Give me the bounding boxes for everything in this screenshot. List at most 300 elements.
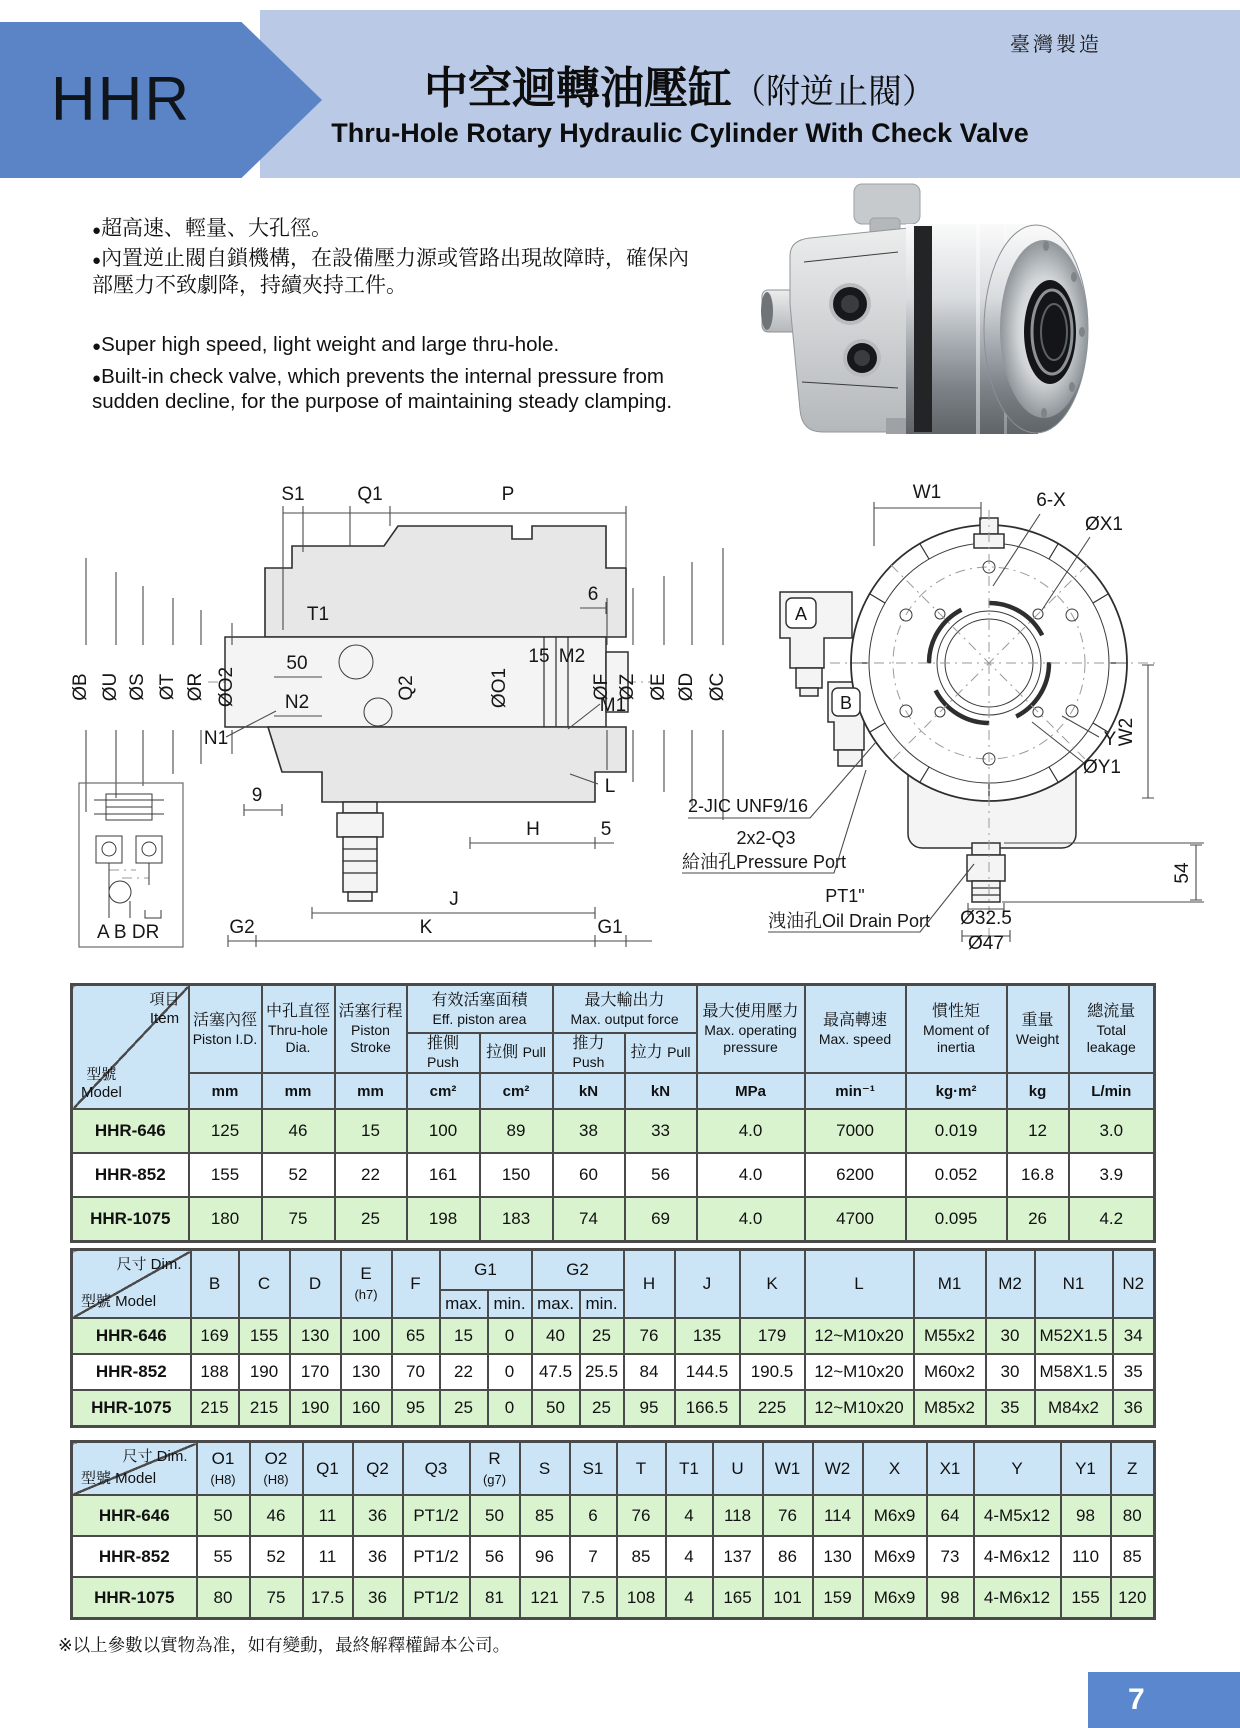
row-model: HHR-1075 [72, 1390, 191, 1427]
row-model: HHR-852 [72, 1536, 197, 1577]
unit-cell: cm² [407, 1073, 480, 1109]
row-value: 0.095 [906, 1197, 1007, 1242]
row-value: 0.019 [906, 1109, 1007, 1153]
dim-label: 15 [528, 646, 550, 667]
row-value: 161 [407, 1153, 480, 1197]
col-group-header: 有效活塞面積 Eff. piston area [407, 985, 553, 1034]
title-paren: （附逆止閥） [732, 73, 936, 111]
row-value: 50 [197, 1495, 250, 1536]
dim-table-1-body [72, 1318, 1155, 1427]
row-value: 86 [763, 1536, 813, 1577]
row-value: 155 [239, 1318, 290, 1354]
row-value: 15 [440, 1318, 488, 1354]
row-value: 130 [290, 1318, 341, 1354]
row-value: 74 [553, 1197, 625, 1242]
row-value: 96 [520, 1536, 570, 1577]
row-value: 12~M10x20 [805, 1354, 914, 1390]
bullet-icon: ● [92, 337, 102, 355]
col-header: J [675, 1250, 740, 1319]
row-value: 183 [480, 1197, 553, 1242]
row-value: 3.9 [1069, 1153, 1155, 1197]
col-header: O1 (H8) [197, 1442, 250, 1496]
col-header: W1 [763, 1442, 813, 1496]
table-row [72, 1495, 1155, 1536]
col-header: Q1 [303, 1442, 353, 1496]
row-value: M6x9 [863, 1495, 927, 1536]
row-value: M52X1.5 [1035, 1318, 1113, 1354]
row-value: 6 [570, 1495, 617, 1536]
row-value: 36 [353, 1536, 403, 1577]
col-header: 最大使用壓力 Max. operating pressure [697, 985, 805, 1074]
row-value: 25 [580, 1318, 624, 1354]
row-value: 4 [666, 1536, 713, 1577]
row-value: 150 [480, 1153, 553, 1197]
bullet-icon: ● [92, 252, 102, 270]
dim-label: ØZ [617, 673, 638, 701]
dim-label: 54 [1172, 862, 1193, 884]
dim-label: M1 [599, 695, 627, 716]
col-group-header: G1 [440, 1250, 532, 1291]
table-row [72, 1197, 1155, 1242]
row-value: 25 [440, 1390, 488, 1427]
subcol-header: min. [488, 1290, 532, 1318]
col-header: L [805, 1250, 914, 1319]
dim-label: Ø47 [968, 933, 1004, 954]
valve-port-labels: A B DR [97, 922, 160, 943]
dim-label: M2 [558, 646, 586, 667]
row-value: 75 [262, 1197, 335, 1242]
row-value: 76 [624, 1318, 675, 1354]
row-model: HHR-646 [72, 1109, 189, 1153]
row-value: 4-M5x12 [974, 1495, 1061, 1536]
table-row [72, 1153, 1155, 1197]
row-value: 169 [191, 1318, 239, 1354]
unit-cell: mm [335, 1073, 407, 1109]
dim-label: N1 [203, 728, 229, 749]
feature-text: Built-in check valve, which prevents the internal pressure from sudden decline, for the purpose of maintaining steady clamping. [92, 365, 673, 413]
footnote: ※以上參數以實物為准，如有變動，最終解釋權歸本公司。 [58, 1635, 511, 1655]
row-value: 46 [250, 1495, 303, 1536]
product-photo [758, 182, 1088, 434]
row-value: M58X1.5 [1035, 1354, 1113, 1390]
dim-label: ØU [100, 672, 121, 702]
col-header: O2 (H8) [250, 1442, 303, 1496]
row-value: 4 [666, 1495, 713, 1536]
row-value: 16.8 [1007, 1153, 1069, 1197]
row-value: M55x2 [914, 1318, 986, 1354]
row-value: 160 [341, 1390, 392, 1427]
col-header: Y [974, 1442, 1061, 1496]
row-value: 85 [1111, 1536, 1155, 1577]
row-value: 36 [353, 1577, 403, 1619]
corner-cell: 尺寸 Dim. 型號 Model [72, 1250, 191, 1319]
row-model: HHR-646 [72, 1318, 191, 1354]
col-header: R (g7) [470, 1442, 520, 1496]
dim-table-2 [70, 1440, 1156, 1620]
dim-table-1 [70, 1248, 1156, 1428]
dim-label: Q2 [396, 675, 417, 701]
feature-item [92, 333, 692, 358]
row-value: 165 [713, 1577, 763, 1619]
row-value: 85 [617, 1536, 666, 1577]
row-value: 121 [520, 1577, 570, 1619]
corner-model-en: Model [81, 1084, 122, 1102]
corner-model-zh: 型號 [86, 1065, 117, 1083]
row-value: 130 [813, 1536, 863, 1577]
feature-text: 超高速、輕量、大孔徑。 [101, 217, 333, 240]
row-value: 11 [303, 1495, 353, 1536]
row-value: 0.052 [906, 1153, 1007, 1197]
row-value: 7.5 [570, 1577, 617, 1619]
table-row [72, 1577, 1155, 1619]
row-value: 6200 [805, 1153, 906, 1197]
subcol-header: 拉側 Pull [480, 1033, 553, 1073]
row-value: 52 [262, 1153, 335, 1197]
unit-cell: kg [1007, 1073, 1069, 1109]
feature-list [92, 216, 692, 415]
col-header: F [392, 1250, 440, 1319]
row-value: M85x2 [914, 1390, 986, 1427]
jic-port-label: 2-JIC UNF9/16 [688, 796, 809, 816]
row-value: 137 [713, 1536, 763, 1577]
row-value: 80 [197, 1577, 250, 1619]
row-value: 11 [303, 1536, 353, 1577]
pt1-label: PT1" [825, 886, 865, 906]
row-value: 100 [341, 1318, 392, 1354]
spec-table [70, 983, 1156, 1243]
title-main: 中空迴轉油壓缸 [424, 64, 732, 113]
row-value: 215 [239, 1390, 290, 1427]
row-value: 76 [763, 1495, 813, 1536]
row-model: HHR-646 [72, 1495, 197, 1536]
dim-label: 6-X [1036, 490, 1066, 511]
col-header: K [740, 1250, 805, 1319]
row-value: 155 [1061, 1577, 1111, 1619]
unit-cell: mm [189, 1073, 262, 1109]
page-title-zh [330, 52, 1030, 116]
row-value: 118 [713, 1495, 763, 1536]
row-value: 26 [1007, 1197, 1069, 1242]
row-value: 7 [570, 1536, 617, 1577]
row-value: 95 [392, 1390, 440, 1427]
row-value: 190.5 [740, 1354, 805, 1390]
corner-item-en: Item [149, 1009, 180, 1027]
row-value: 101 [763, 1577, 813, 1619]
row-value: 4.0 [697, 1109, 805, 1153]
row-value: 70 [392, 1354, 440, 1390]
dim-label: P [501, 484, 515, 505]
row-model: HHR-1075 [72, 1577, 197, 1619]
row-value: 170 [290, 1354, 341, 1390]
row-value: 52 [250, 1536, 303, 1577]
row-value: 166.5 [675, 1390, 740, 1427]
col-header: X [863, 1442, 927, 1496]
made-in-label: 臺灣製造 [1010, 34, 1102, 56]
row-value: 12 [1007, 1109, 1069, 1153]
dim-label: ØR [185, 672, 206, 702]
table-row [72, 1354, 1155, 1390]
col-group-header: 最大輸出力 Max. output force [553, 985, 697, 1034]
row-value: 159 [813, 1577, 863, 1619]
row-value: 36 [1113, 1390, 1155, 1427]
row-value: 33 [625, 1109, 697, 1153]
row-value: 22 [440, 1354, 488, 1390]
col-header: X1 [927, 1442, 974, 1496]
col-header: C [239, 1250, 290, 1319]
col-header: Z [1111, 1442, 1155, 1496]
col-header: N1 [1035, 1250, 1113, 1319]
table-row [72, 1318, 1155, 1354]
col-header: 活塞內徑 Piston I.D. [189, 985, 262, 1074]
row-value: 225 [740, 1390, 805, 1427]
col-header: S [520, 1442, 570, 1496]
dim-label: ØY1 [1082, 757, 1122, 778]
row-value: M6x9 [863, 1577, 927, 1619]
row-value: 179 [740, 1318, 805, 1354]
row-value: PT1/2 [403, 1577, 470, 1619]
row-value: 35 [1113, 1354, 1155, 1390]
row-value: 69 [625, 1197, 697, 1242]
row-value: 190 [239, 1354, 290, 1390]
row-value: 60 [553, 1153, 625, 1197]
row-model: HHR-1075 [72, 1197, 189, 1242]
table-row [72, 1390, 1155, 1427]
col-header: 最高轉速 Max. speed [805, 985, 906, 1074]
row-value: 65 [392, 1318, 440, 1354]
feature-text: Super high speed, light weight and large thru-hole. [101, 332, 560, 356]
row-value: M6x9 [863, 1536, 927, 1577]
unit-cell: kg·m² [906, 1073, 1007, 1109]
row-value: 190 [290, 1390, 341, 1427]
row-value: 114 [813, 1495, 863, 1536]
unit-cell: mm [262, 1073, 335, 1109]
dim-label: Y [1103, 729, 1117, 750]
corner-cell: 尺寸 Dim. 型號 Model [72, 1442, 197, 1496]
dim-label: ØF [591, 673, 612, 701]
subcol-header: max. [440, 1290, 488, 1318]
row-value: 89 [480, 1109, 553, 1153]
table-row [72, 1536, 1155, 1577]
row-value: 135 [675, 1318, 740, 1354]
col-header: N2 [1113, 1250, 1155, 1319]
col-header: B [191, 1250, 239, 1319]
row-value: 56 [470, 1536, 520, 1577]
row-value: 198 [407, 1197, 480, 1242]
row-value: 35 [986, 1390, 1035, 1427]
dim-label: J [449, 889, 459, 910]
col-header: H [624, 1250, 675, 1319]
row-value: 40 [532, 1318, 580, 1354]
row-value: 4 [666, 1577, 713, 1619]
row-value: 130 [341, 1354, 392, 1390]
col-header: 總流量 Total leakage [1069, 985, 1155, 1074]
dim-label: ØS [127, 673, 148, 701]
row-model: HHR-852 [72, 1153, 189, 1197]
row-value: 80 [1111, 1495, 1155, 1536]
row-value: 100 [407, 1109, 480, 1153]
feature-item [92, 246, 692, 299]
row-value: 55 [197, 1536, 250, 1577]
dim-label: 6 [587, 584, 599, 605]
port-a-label: A [794, 604, 808, 624]
row-value: 64 [927, 1495, 974, 1536]
dim-label: Q1 [357, 484, 383, 505]
dim-label: ØB [70, 673, 91, 701]
corner-cell [72, 985, 189, 1110]
row-value: PT1/2 [403, 1536, 470, 1577]
row-value: 73 [927, 1536, 974, 1577]
col-header: M2 [986, 1250, 1035, 1319]
row-value: 4700 [805, 1197, 906, 1242]
subcol-header: min. [580, 1290, 624, 1318]
row-value: 144.5 [675, 1354, 740, 1390]
row-value: 95 [624, 1390, 675, 1427]
row-value: 15 [335, 1109, 407, 1153]
col-header: W2 [813, 1442, 863, 1496]
row-value: 155 [189, 1153, 262, 1197]
row-value: 4-M6x12 [974, 1536, 1061, 1577]
row-value: 17.5 [303, 1577, 353, 1619]
row-value: 98 [927, 1577, 974, 1619]
section-view-drawing [50, 440, 740, 950]
row-value: 0 [488, 1318, 532, 1354]
row-value: 75 [250, 1577, 303, 1619]
dim-label: T1 [306, 604, 330, 625]
dim-label: K [419, 917, 433, 938]
row-value: 85 [520, 1495, 570, 1536]
dim-label: 5 [600, 819, 612, 840]
row-value: 38 [553, 1109, 625, 1153]
row-value: 4.0 [697, 1153, 805, 1197]
col-header: Q3 [403, 1442, 470, 1496]
dim-label: W1 [912, 482, 942, 503]
dim-table-2-body [72, 1495, 1155, 1619]
row-value: 84 [624, 1354, 675, 1390]
col-group-header: G2 [532, 1250, 624, 1291]
spec-table-body [72, 1109, 1155, 1242]
row-value: 25.5 [580, 1354, 624, 1390]
row-value: 30 [986, 1318, 1035, 1354]
col-header: E (h7) [341, 1250, 392, 1319]
front-view-drawing [680, 440, 1240, 954]
dim-label: ØX1 [1084, 514, 1124, 535]
row-value: 50 [532, 1390, 580, 1427]
row-value: 108 [617, 1577, 666, 1619]
row-value: 50 [470, 1495, 520, 1536]
dim-label: 50 [286, 653, 308, 674]
dim-label: ØO2 [216, 666, 237, 708]
row-value: 56 [625, 1153, 697, 1197]
col-header: M1 [914, 1250, 986, 1319]
row-value: 76 [617, 1495, 666, 1536]
dim-label: ØT [157, 673, 178, 701]
model-series-name: HHR [50, 65, 192, 134]
row-value: 81 [470, 1577, 520, 1619]
row-value: 188 [191, 1354, 239, 1390]
row-value: M84x2 [1035, 1390, 1113, 1427]
row-value: 125 [189, 1109, 262, 1153]
col-header: D [290, 1250, 341, 1319]
q3-port-label: 2x2-Q3 [736, 828, 796, 848]
port-b-label: B [839, 693, 853, 713]
dim-label: ØD [676, 672, 697, 702]
row-value: 25 [580, 1390, 624, 1427]
row-value: 4.0 [697, 1197, 805, 1242]
col-header: 慣性矩 Moment of inertia [906, 985, 1007, 1074]
row-value: 98 [1061, 1495, 1111, 1536]
row-value: 47.5 [532, 1354, 580, 1390]
pressure-port-label: 給油孔Pressure Port [682, 852, 847, 872]
row-value: 0 [488, 1354, 532, 1390]
row-value: 12~M10x20 [805, 1318, 914, 1354]
col-header: 重量 Weight [1007, 985, 1069, 1074]
row-value: PT1/2 [403, 1495, 470, 1536]
drain-port-label: 洩油孔Oil Drain Port [768, 911, 931, 931]
unit-cell: cm² [480, 1073, 553, 1109]
subcol-header: 拉力 Pull [625, 1033, 697, 1073]
row-value: 25 [335, 1197, 407, 1242]
row-value: M60x2 [914, 1354, 986, 1390]
col-header: 活塞行程 Piston Stroke [335, 985, 407, 1074]
dim-label: ØE [648, 673, 669, 701]
row-value: 46 [262, 1109, 335, 1153]
col-header: S1 [570, 1442, 617, 1496]
col-header: U [713, 1442, 763, 1496]
col-header: 中孔直徑 Thru-hole Dia. [262, 985, 335, 1074]
dim-label: Ø32.5 [960, 908, 1012, 929]
bullet-icon: ● [92, 370, 102, 388]
dim-label: G2 [229, 917, 255, 938]
feature-item [92, 216, 692, 242]
unit-cell: kN [553, 1073, 625, 1109]
col-header: T1 [666, 1442, 713, 1496]
feature-item [92, 365, 692, 414]
row-value: 4.2 [1069, 1197, 1155, 1242]
row-value: 3.0 [1069, 1109, 1155, 1153]
col-header: T [617, 1442, 666, 1496]
row-value: 4-M6x12 [974, 1577, 1061, 1619]
unit-cell: kN [625, 1073, 697, 1109]
row-value: 36 [353, 1495, 403, 1536]
page-number: 7 [1088, 1672, 1240, 1728]
dim-label: L [604, 776, 616, 797]
page-title-en: Thru-Hole Rotary Hydraulic Cylinder With Check Valve [331, 118, 1029, 148]
dim-label: W2 [1116, 717, 1137, 747]
row-model: HHR-852 [72, 1354, 191, 1390]
subcol-header: 推力 Push [553, 1033, 625, 1073]
dim-label: 9 [251, 785, 263, 806]
unit-cell: min⁻¹ [805, 1073, 906, 1109]
bullet-icon: ● [92, 222, 102, 239]
row-value: 30 [986, 1354, 1035, 1390]
dim-label: N2 [284, 692, 310, 713]
row-value: 7000 [805, 1109, 906, 1153]
unit-cell: MPa [697, 1073, 805, 1109]
feature-text: 內置逆止閥自鎖機構，在設備壓力源或管路出現故障時，確保內部壓力不致劇降，持續夾持工件。 [92, 247, 690, 297]
dim-label: ØO1 [489, 667, 510, 709]
row-value: 215 [191, 1390, 239, 1427]
row-value: 110 [1061, 1536, 1111, 1577]
dim-label: ØC [707, 672, 728, 702]
corner-item-zh: 項目 [149, 991, 180, 1008]
dim-label: G1 [597, 917, 623, 938]
col-header: Y1 [1061, 1442, 1111, 1496]
table-row [72, 1109, 1155, 1153]
dim-label: S1 [281, 484, 305, 505]
subcol-header: 推側 Push [407, 1033, 480, 1073]
subcol-header: max. [532, 1290, 580, 1318]
col-header: Q2 [353, 1442, 403, 1496]
